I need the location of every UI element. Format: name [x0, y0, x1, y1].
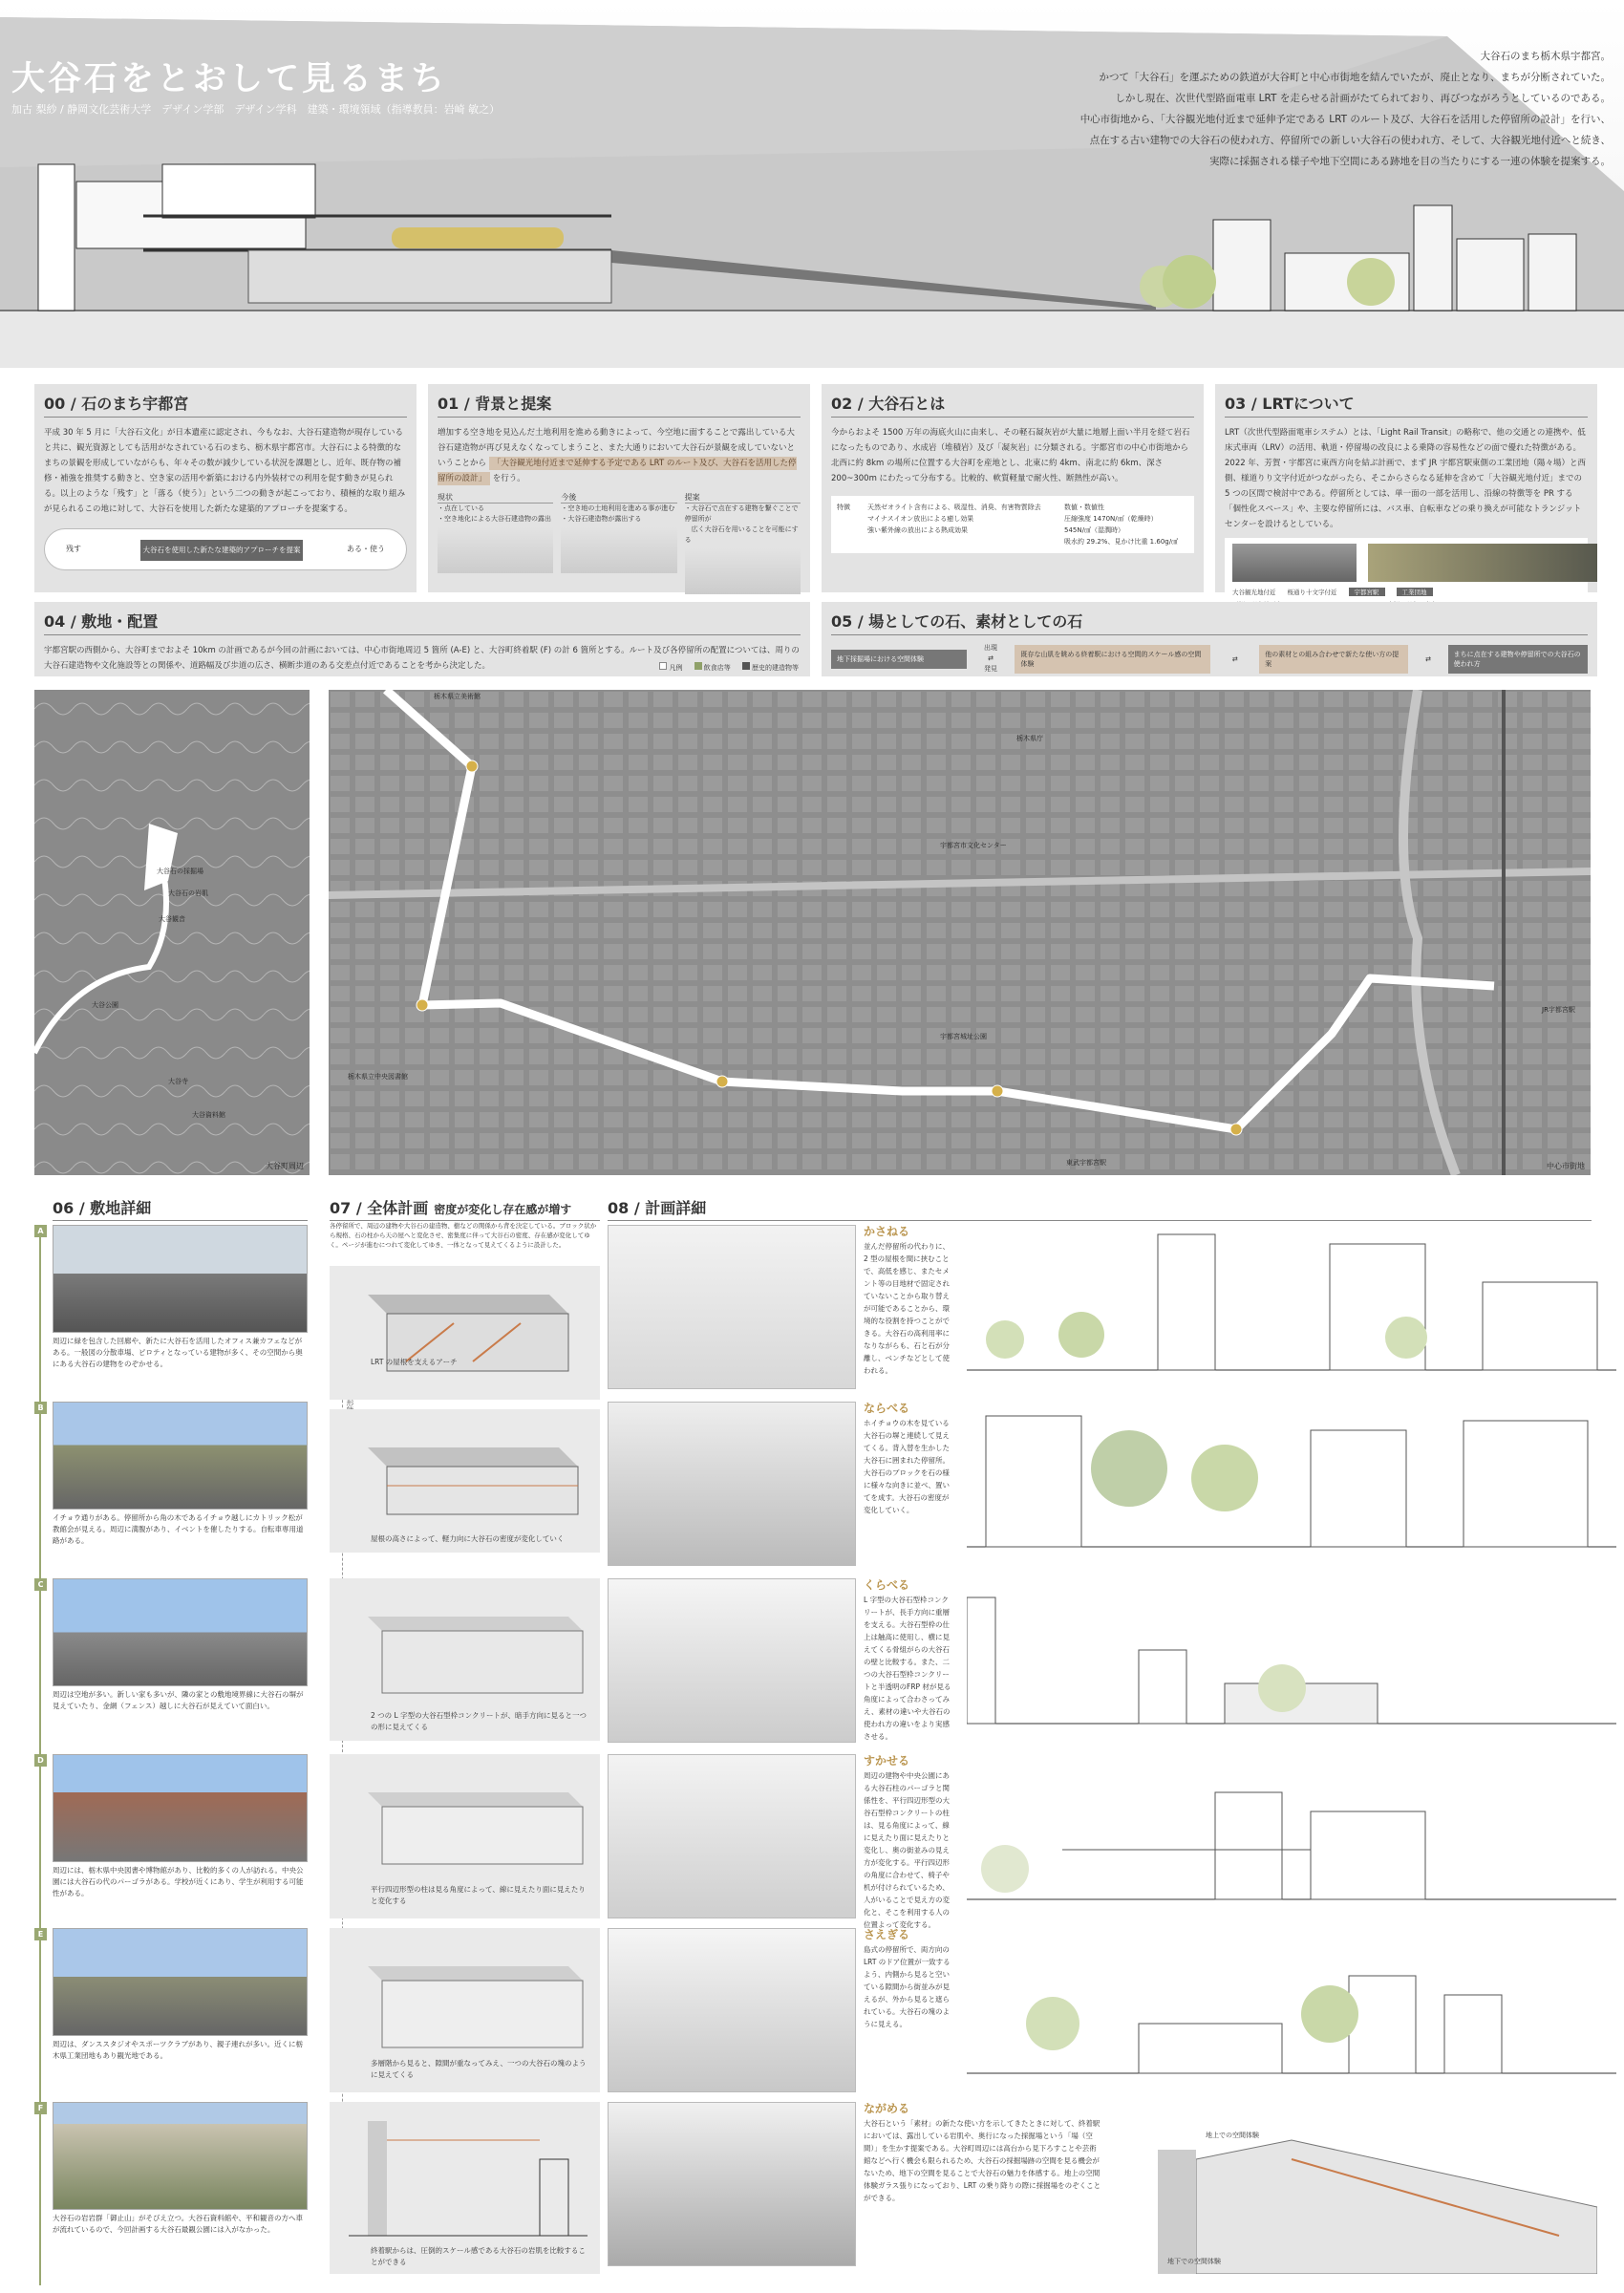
plan-caption: 多層階から見ると、隙間が重なってみえ、一つの大谷石の塊のように見えてくる	[371, 2059, 587, 2079]
section-title: 05 / 場としての石、素材としての石	[831, 610, 1588, 635]
site-caption: 大谷石の岩岩群「御止山」がそびえ立つ。大谷石資料館や、平和観音の方へ車が流れているので、今回計画する大谷石最観公園には入がなかった。	[53, 2214, 304, 2234]
line-label: 桜通り十文字付近	[1287, 589, 1337, 596]
map-label: 大谷資料館	[192, 1111, 225, 1119]
hero-section	[0, 0, 1624, 368]
site-photo-c	[53, 1578, 308, 1686]
site-caption: イチョウ通りがある。停留所から角の木であるイチョウ越しにカトリック松が教館会が見える。周辺に満腹があり、イベントを催したりする。自転車専用道路がある。	[53, 1513, 304, 1545]
section-07-title: 07 / 全体計画 密度が変化し存在感が増す	[330, 1196, 600, 1221]
diagram-illustration	[561, 527, 676, 573]
column-future	[561, 492, 676, 594]
detail-title: ながめる	[864, 2102, 910, 2115]
map-label: JR宇都宮駅	[1542, 1006, 1575, 1014]
plan-intro: 各停留所で、周辺の建物や大谷石の建造物、樹などの関係から背を決定している。ブロック状から規格、石の柱から天の屋へと変化させ、密集度に伴って大谷石の密度、存在感が変化してゆく。ページが進むにつれて変化してゆき、一体となって見えてくるように設計した。	[330, 1222, 597, 1249]
flow-step: まちに点在する建物や停留所での大谷石の使われ方	[1448, 645, 1588, 674]
detail-title: くらべる	[864, 1578, 910, 1592]
map-label: 栃木県立中央図書館	[348, 1073, 408, 1081]
column-current	[438, 492, 553, 594]
intro-line: 中心市街地から、「大谷観光地付近まで延伸予定である LRT のルート及び、大谷石を活用した停留所の設計」を行い、	[1079, 114, 1611, 125]
site-badge: C	[34, 1578, 47, 1591]
site-badge: F	[34, 2102, 47, 2114]
section-06-title: 06 / 敷地詳細	[53, 1196, 308, 1221]
specs-list	[1064, 502, 1188, 547]
map-otani-drawing	[34, 690, 310, 1175]
map-label: 大谷石の採掘場	[157, 868, 203, 875]
section-title: 03 / LRTについて	[1225, 392, 1588, 418]
section-00	[34, 384, 417, 592]
section-08-title: 08 / 計画詳細	[608, 1196, 1592, 1221]
site-photo-b	[53, 1402, 308, 1510]
elevation-2	[967, 1402, 1616, 1566]
map-otani[interactable]	[34, 690, 310, 1175]
flow-arrow: ⇄	[1425, 654, 1431, 663]
spec-item: 545N/㎠（湿潤時）	[1064, 526, 1124, 534]
map-label: 宇都宮市文化センター	[940, 842, 1007, 849]
section-title: 01 / 背景と提案	[438, 392, 801, 418]
comparison-columns	[438, 492, 801, 594]
spec-item: 吸水約 29.2%、見かけ比重 1.60g/㎤	[1064, 538, 1179, 546]
flow-arrow: 出現 ⇄ 発見	[984, 644, 997, 673]
map-caption: 大谷町周辺	[266, 1162, 304, 1170]
section-body: 宇都宮駅の西側から、大谷町までおよそ 10km の計画であるが今回の計画においては、中心市街地周辺 5 箇所 (A-E) と、大谷町終着駅 (F) の計 6 箇所とする。ルート及び各停留所の配置については、周りの大谷石建造物や文化施設等との関係や、道路幅及び歩道の広さ、横断歩道のある交差点付近であることを考から決定した。	[44, 646, 800, 671]
intro-text	[942, 46, 1611, 172]
detail-title: ならべる	[864, 1402, 910, 1415]
detail-text: ホイチョウの木を見ている大谷石の塀と連続して見えてくる。背入替を生かした大谷石に囲まれた停留所。大谷石のブロックを石の様に様々な向きに並べ、置いてを成す。大谷石の密度が変化していく。	[864, 1419, 950, 1514]
map-label: 大谷寺	[168, 1078, 188, 1085]
poster-author: 加古 梨紗 / 静岡文化芸術大学 デザイン学部 デザイン学科 建築・環境領域（指導教員：岩崎 敏之）	[11, 103, 501, 116]
map-legend	[659, 662, 799, 673]
section-title: 00 / 石のまち宇都宮	[44, 392, 407, 418]
diagram-right-label: ある・使う	[347, 545, 385, 553]
legend-item: 歴史的建造物等	[742, 662, 799, 673]
model-photo-6	[608, 2102, 856, 2266]
flow-arrow: ⇄	[1231, 654, 1238, 663]
detail-text: 並んだ停留所の代わりに、2 型の屋根を間に挟むことで、高低を感じ、またセメント等の目地材で固定されていないことから取り替えが可能であることから、環境的な役割を持つことができる。大谷石の高利用率になりながらも、石と石が分離し、ベンチなどとして使われる。	[864, 1242, 950, 1375]
section-03	[1215, 384, 1597, 596]
property-item: 天然ゼオライト含有による、吸湿性、消臭、有害物質除去	[867, 504, 1041, 511]
legend-item: 飲食店等	[694, 662, 731, 673]
model-photo-4	[608, 1754, 856, 1918]
site-caption: 周辺は空地が多い。新しい家も多いが、隣の家との敷地境界線に大谷石の塀が見えていたり、金網（フェンス）越しに大谷石が見えていて面白い。	[53, 1690, 304, 1710]
site-badge: B	[34, 1402, 47, 1414]
column-item: ・空き地の土地利用を進める事が進む	[561, 504, 675, 512]
diagram-illustration	[685, 548, 801, 594]
line-label: 工業団地	[1397, 588, 1433, 596]
site-caption: 周辺に緑を包含した回廊や、新たに大谷石を活用したオフィス兼カフェなどがある。一般図の分散車場、ピロティとなっている建物が多く、その空間から奥にある大谷石の建物をのぞかせる。	[53, 1337, 303, 1368]
plan-diagram-1	[330, 1266, 600, 1400]
model-photo-2	[608, 1402, 856, 1566]
section-body: 平成 30 年 5 月に「大谷石文化」が日本遺産に認定され、今もなお、大谷石建造物が現存していると共に、観光資源としても活用がなされている石のまち、栃木県宇都宮市。大谷石による特徴的なまちの景観を形成していながらも、年々その数が減少している状況を課題とし、近年、既存物の補修・補強を推奨する動きと、空き家の活用や新築における内外装材での利用を促す動きが見られる。以上のような「残す」と「落る（使う）」という二つの動きが起こっており、積極的な取り組みが見られるこの地に対して、大谷石を使用した新たな建築的アプローチを提案する。	[44, 428, 406, 514]
site-photo-e	[53, 1928, 308, 2036]
elevation-5	[967, 1928, 1616, 2092]
column-item: 広く大谷石を用いることを可能にする	[684, 525, 799, 544]
column-proposal	[685, 492, 801, 594]
spec-item: 圧縮強度 1470N/㎠（乾燥時）	[1064, 515, 1158, 523]
column-head: 提案	[685, 492, 801, 504]
detail-text: L 字型の大谷石型枠コンクリートが、長手方向に重層を支える。大谷石型枠の仕上は触高に使用し、横に見えてくる骨組がらの大谷石の壁と比較する。また、二つの大谷石型枠コンクリートと半透明のFRP 材が見る角度によって合わさってみえ、素材の違いや大谷石の使われ方の違いをより実感させる。	[864, 1596, 951, 1741]
column-item: ・空き地化による大谷石建造物の露出	[438, 515, 551, 523]
elevation-3	[967, 1578, 1616, 1743]
stone-properties-table	[831, 496, 1194, 553]
plan-caption: 平行四辺形型の柱は見る角度によって、線に見えたり面に見えたりと変化する	[371, 1885, 586, 1905]
section-04	[34, 602, 810, 676]
model-photo-1	[608, 1225, 856, 1389]
column-head: 今後	[561, 492, 676, 504]
site-badge: D	[34, 1754, 47, 1767]
section-title: 04 / 敷地・配置	[44, 610, 801, 635]
map-caption: 中心市街地	[1547, 1162, 1585, 1170]
intro-line: 点在する古い建物での大谷石の使われ方、停留所での新しい大谷石の使われ方、そして、大谷観光地付近へと続き、	[1089, 135, 1611, 146]
elevation-4	[967, 1754, 1616, 1918]
body-text: 増加する空き地を見込んだ土地利用を進める動きによって、今空地に面することで露出している大谷石建造物が再び見えなくなってしまうこと、また大通りにおいて大谷石が景観を成していないということから	[438, 428, 796, 468]
line-labels	[1232, 588, 1433, 596]
detail-text: 大谷石という「素材」の新たな使い方を示してきたときに対して、終着駅においては、露出している岩肌や、奥行になった採掘場という「場（空間）」を生かす提案である。大谷町周辺には高台から見下ろすことや芸術館などへ行く機会も限られるため、大谷石の採掘場跡の空間を見る機会がないため、地下の空間を見ることで大谷石の魅力を体感する。地上の空間体験ガラス張りになっており、LRT の乗り降りの際に採掘場をのぞくことができる。	[864, 2119, 1101, 2202]
intro-line: かつて「大谷石」を運ぶための鉄道が大谷町と中心市街地を結んでいたが、廃止となり、まちが分断されていた。	[1099, 72, 1611, 83]
site-caption: 周辺には、栃木県中央図書や博物館があり、比較的多くの人が訪れる。中央公園には大谷石の代のパーゴラがある。学校が近くにあり、学生が利用する可能性がある。	[53, 1866, 304, 1897]
map-city[interactable]	[329, 690, 1591, 1175]
section-body: LRT（次世代型路面電車システム）とは、「Light Rail Transit」の略称で、他の交通との連携や、低床式車両（LRV）の活用、軌道・停留場の改良による乗降の容易性などの面で優れた特徴がある。2022 年、芳賀・宇都宮に東西方向を結ぶ計画で、まず JR 宇都宮駅東側の工業団地（陽々場）と西側、様道りり文字付近がつながったら、そこからさらなる延伸を含めて「大谷観光地付近」までの 5 つの区間で検討中である。停留所としては、単一面の一部を活用し、沿線の特徴等を PR する「個性化スペース」や、主要な停留所には、バス車、自転車などの乗り換えが可能なトランジットセンターを設けるとしている。	[1225, 428, 1586, 529]
map-label: 宇都宮城址公園	[940, 1033, 987, 1040]
line-label: 大谷観光地付近	[1232, 589, 1276, 596]
detail-text: 周辺の建物や中央公園にある大谷石柱のパーゴラと関係性を、平行四辺形型の大谷石型枠コンクリートの柱は、見る角度によって、線に見えたり面に見えたりと変化し、奥の街並みの見え方が変化する。平行四辺形の角度に合わせて、椅子や机が付けられているため、人がいることで見え方の変化と、そこを利用する人の位置よって変化する。	[864, 1771, 950, 1929]
diagram-center-label: 大谷石を使用した新たな建築的アプローチを提案	[140, 540, 303, 561]
map-label: 東武宇都宮駅	[1066, 1159, 1106, 1167]
site-photo-d	[53, 1754, 308, 1862]
intro-line: しかし現在、次世代型路面電車 LRT を走らせる計画がたてられており、再びつながろうとしているのである。	[1115, 93, 1611, 104]
section-title: 02 / 大谷石とは	[831, 392, 1194, 418]
model-photo-3	[608, 1578, 856, 1743]
lrt-vehicle-photo	[1368, 544, 1597, 582]
detail-title: かさねる	[864, 1225, 910, 1238]
model-photo-5	[608, 1928, 856, 2092]
elevation-6	[1158, 2102, 1597, 2274]
column-item: ・大谷石で点在する建物を繋ぐことで停留所が	[684, 504, 799, 523]
flow-step: 既存な山肌を眺める終着駅における空間的スケール感の空間体験	[1015, 645, 1210, 674]
approach-diagram	[44, 528, 407, 570]
plan-caption: 終着駅からは、圧倒的スケール感である大谷石の岩肌を比較することができる	[371, 2246, 586, 2266]
detail-title: さえぎる	[864, 1928, 910, 1941]
section-body: 今からおよそ 1500 万年の海底火山に由来し、その軽石凝灰岩が大量に地層上面い半月を経て岩石になったものであり、水成岩（堆積岩）及び「凝灰岩」に分類される。宇都宮市の中心市街地から北西に約 8km の場所に位置する大谷町を産地とし、北東に約 4km、南北に約 6km、深さ 200~300m にわたって分布する。比較的、軟質軽量で耐火性、断熱性が高い。	[831, 428, 1190, 483]
map-label: 大谷観音	[159, 915, 185, 923]
map-label: 栃木県庁	[1016, 735, 1043, 742]
section-01	[428, 384, 810, 592]
section-body	[438, 425, 801, 486]
lrt-photo	[1232, 544, 1357, 582]
column-item: ・点在している	[438, 504, 484, 512]
detail-text: 島式の停留所で、両方向の LRT のドア位置が一致するよう、内側から見ると空いている隙間から街並みが見えるが、外から見ると遮られている。大谷石の塊のように見える。	[864, 1945, 951, 2028]
map-label: 大谷公園	[92, 1001, 118, 1009]
site-caption: 周辺は、ダンススタジオやスポーツクラブがあり、親子連れが多い。近くに栃木県工業団地もあり観光地である。	[53, 2040, 303, 2060]
site-badge: A	[34, 1225, 47, 1237]
flow-step: 地下採掘場における空間体験	[831, 650, 967, 669]
elevation-1	[967, 1225, 1616, 1389]
intro-line: 大谷石のまち栃木県宇都宮。	[1480, 51, 1611, 62]
highlight-text: 「大谷観光地付近まで延伸する予定である LRT のルート及び、大谷石を活用した停留所の設計」	[438, 459, 797, 483]
map-label: 大谷石の岩肌	[168, 889, 208, 897]
plan-caption: 2 つの L 字型の大谷石型枠コンクリートが、暗手方向に見ると一つの形に見えてくる	[371, 1711, 587, 1731]
diagram-left-label: 残す	[66, 545, 81, 553]
poster-title: 大谷石をとおして見るまち	[11, 60, 448, 98]
plan-caption: LRT の屋根を支えるアーチ	[371, 1358, 458, 1366]
map-city-drawing	[329, 690, 1591, 1175]
site-photo-f	[53, 2102, 308, 2210]
detail-title: すかせる	[864, 1754, 910, 1768]
property-item: 強い紫外線の放出による熱成効果	[867, 526, 968, 534]
plan-caption: 屋根の高さによって、軽力向に大谷石の密度が変化していく	[371, 1534, 565, 1543]
section-05	[822, 602, 1597, 676]
properties-list	[867, 502, 1064, 547]
body-tail: を行う。	[492, 474, 525, 483]
intro-line: 実際に採掘される様子や地下空間にある跡地を目の当たりにする一連の体験を提案する。	[1209, 156, 1611, 167]
elevation-label: 地下での空間体験	[1167, 2258, 1221, 2265]
column-item: ・大谷石建造物が露出する	[561, 515, 642, 523]
elevation-label: 地上での空間体験	[1206, 2132, 1259, 2139]
diagram-illustration	[438, 527, 553, 573]
section-02	[822, 384, 1204, 592]
map-label: 栃木県立美術館	[434, 693, 481, 700]
plan-diagram-2	[330, 1409, 600, 1553]
site-badge: E	[34, 1928, 47, 1940]
flow-step: 他の素材との組み合わせで新たな使い方の提案	[1259, 645, 1408, 674]
specs-label: 数値・数値性	[1064, 504, 1104, 511]
line-label: 宇都宮駅	[1349, 588, 1385, 596]
column-head: 現状	[438, 492, 553, 504]
legend-item: 凡例	[659, 662, 682, 673]
site-photo-a	[53, 1225, 308, 1333]
property-item: マイナスイオン放出による癒し効果	[867, 515, 974, 523]
properties-label: 特徴	[837, 504, 850, 511]
material-flow	[831, 643, 1588, 675]
